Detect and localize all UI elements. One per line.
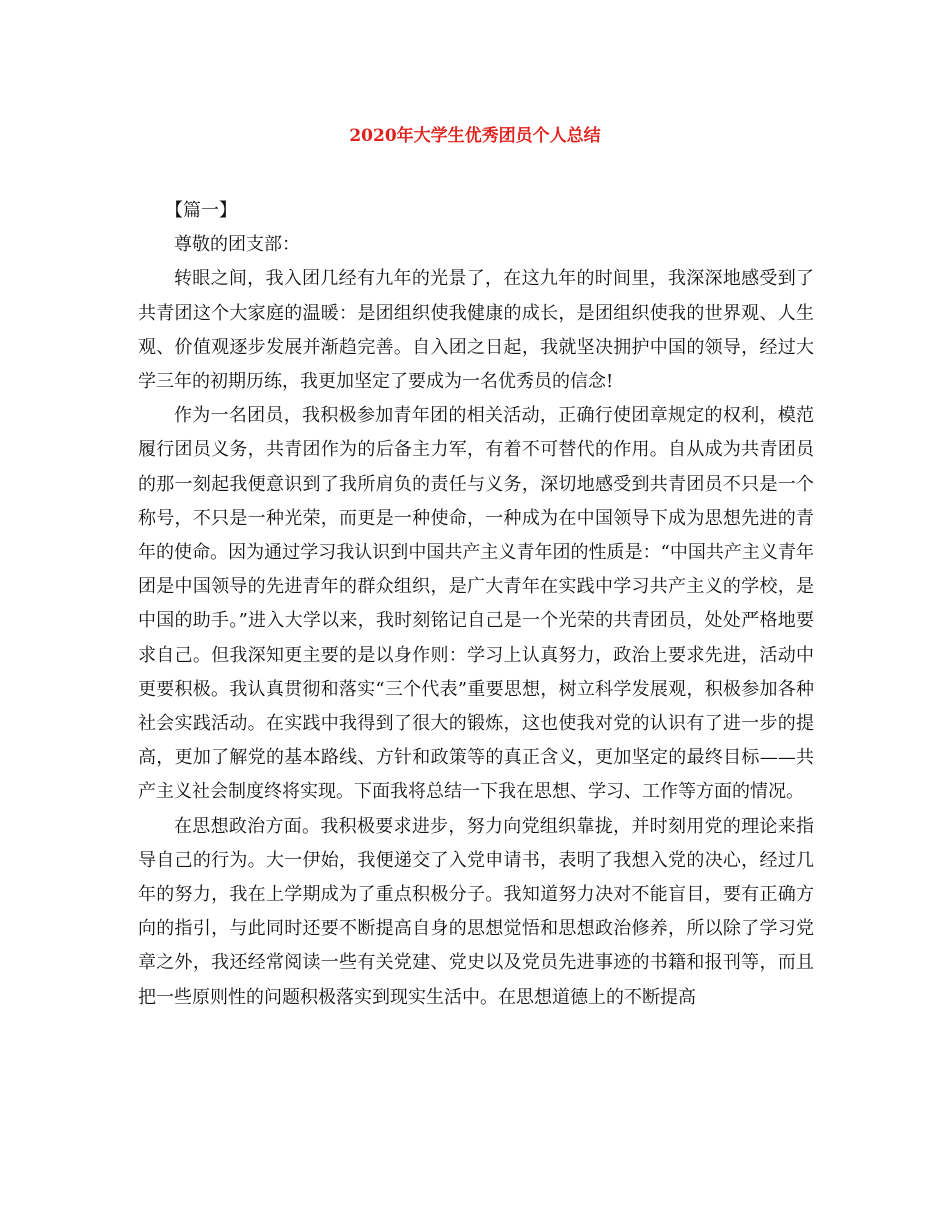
section-heading: 【篇一】 [165,200,237,221]
paragraph: 作为一名团员，我积极参加青年团的相关活动，正确行使团章规定的权利，模范履行团员义务，共青团作为的后备主力军，有着不可替代的作用。自从成为共青团员的那一刻起我便意识到了我所肩负的责任与义务，深切地感受到共青团员不只是一个称号，不只是一种光荣，而更是一种使命，一种成为在中国领导下成为思想先进的青年的使命。因为通过学习我认识到中国共产主义青年团的性质是：“中国共产主义青年团是中国领导的先进青年的群众组织，是广大青年在实践中学习共产主义的学校，是中国的助手。”进入大学以来，我时刻铭记自己是一个光荣的共青团员，处处严格地要求自己。但我深知更主要的是以身作则：学习上认真努力，政治上要求先进，活动中更要积极。我认真贯彻和落实“三个代表”重要思想，树立科学发展观，积极参加各种社会实践活动。在实践中我得到了很大的锻炼，这也使我对党的认识有了进一步的提高，更加了解党的基本路线、方针和政策等的真正含义，更加坚定的最终目标——共产主义社会制度终将实现。下面我将总结一下我在思想、学习、工作等方面的情况。 [138,405,814,803]
salutation: 尊敬的团支部： [174,234,300,256]
paragraph: 在思想政治方面。我积极要求进步，努力向党组织靠拢，并时刻用党的理论来指导自己的行为。大一伊始，我便递交了入党申请书，表明了我想入党的决心，经过几年的努力，我在上学期成为了重点积极分子。我知道努力决对不能盲目，要有正确方向的指引，与此同时还要不断提高自身的思想觉悟和思想政治修养，所以除了学习党章之外，我还经常阅读一些有关党建、党史以及党员先进事迹的书籍和报刊等，而且把一些原则性的问题积极落实到现实生活中。在思想道德上的不断提高 [138,815,814,1008]
paragraph: 转眼之间，我入团几经有九年的光景了，在这九年的时间里，我深深地感受到了共青团这个大家庭的温暖：是团组织使我健康的成长，是团组织使我的世界观、人生观、价值观逐步发展并渐趋完善。自入团之日起，我就坚决拥护中国的领导，经过大学三年的初期历练，我更加坚定了要成为一名优秀员的信念! [138,268,814,393]
document-body [138,194,814,1015]
document-title: 2020年大学生优秀团员个人总结 [349,126,601,146]
